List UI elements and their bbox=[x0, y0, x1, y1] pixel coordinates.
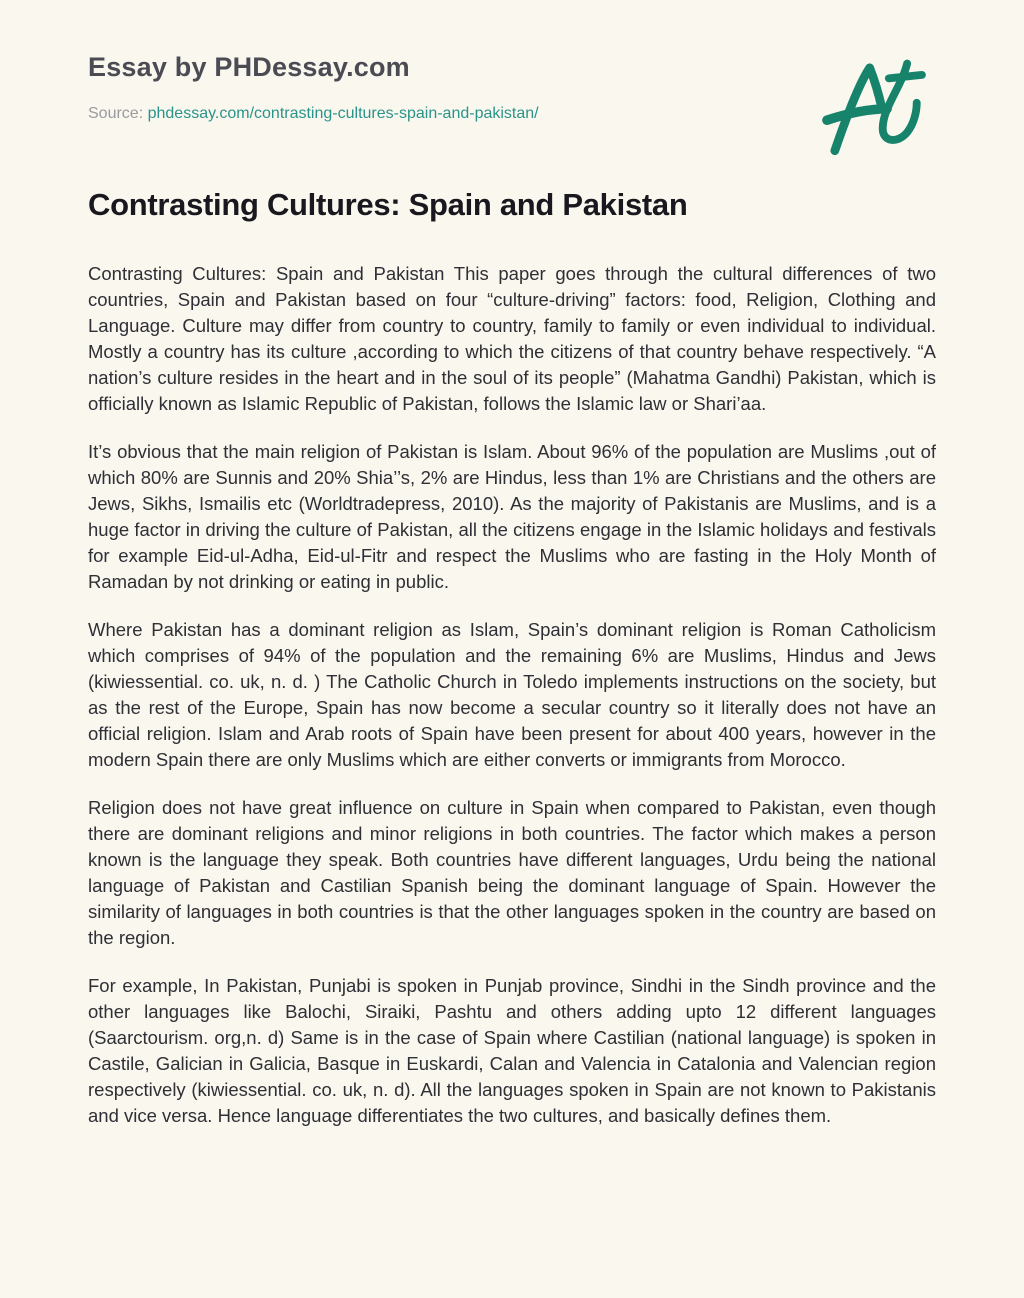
essay-body bbox=[88, 261, 936, 1129]
paragraph-3: Where Pakistan has a dominant religion as Islam, Spain’s dominant religion is Roman Catholicism which comprises of 94% of the population and the remaining 6% are Muslims, Hindus and Jews (kiwiessential. co. uk, n. d. ) The Catholic Church in Toledo implements instructions on the society, but as the rest of the Europe, Spain has now become a secular country so it literally does not have an official religion. Islam and Arab roots of Spain have been present for about 400 years, however in the modern Spain there are only Muslims which are either converts or immigrants from Morocco. bbox=[88, 619, 936, 770]
byline: Essay by PHDessay.com bbox=[88, 52, 410, 82]
source-link[interactable]: phdessay.com/contrasting-cultures-spain-and-pakistan/ bbox=[147, 105, 539, 122]
paragraph-2: It’s obvious that the main religion of Pakistan is Islam. About 96% of the population are Muslims ,out of which 80% are Sunnis and 20% Shia’’s, 2% are Hindus, less than 1% are Christians and the others are Jews, Sikhs, Ismailis etc (Worldtradepress, 2010). As the majority of Pakistanis are Muslims, and is a huge factor in driving the culture of Pakistan, all the citizens engage in the Islamic holidays and festivals for example Eid-ul-Adha, Eid-ul-Fitr and respect the Muslims who are fasting in the Holy Month of Ramadan by not drinking or eating in public. bbox=[88, 441, 936, 592]
source-row bbox=[88, 105, 936, 123]
source-label: Source: bbox=[88, 105, 144, 122]
page-header bbox=[88, 52, 936, 123]
a-plus-logo-icon bbox=[820, 50, 942, 166]
paragraph-5: For example, In Pakistan, Punjabi is spoken in Punjab province, Sindhi in the Sindh province and the other languages like Balochi, Siraiki, Pashtu and others adding upto 12 different languages (Saarctourism. org,n. d) Same is in the case of Spain where Castilian (national language) is spoken in Castile, Galician in Galicia, Basque in Euskardi, Calan and Valencia in Catalonia and Valencian region respectively (kiwiessential. co. uk, n. d). All the languages spoken in Spain are not known to Pakistanis and vice versa. Hence language differentiates the two cultures, and basically defines them. bbox=[88, 975, 936, 1126]
paragraph-1: Contrasting Cultures: Spain and Pakistan This paper goes through the cultural differences of two countries, Spain and Pakistan based on four “culture-driving” factors: food, Religion, Clothing and Language. Culture may differ from country to country, family to family or even individual to individual. Mostly a country has its culture ,according to which the citizens of that country behave respectively. “A nation’s culture resides in the heart and in the soul of its people” (Mahatma Gandhi) Pakistan, which is officially known as Islamic Republic of Pakistan, follows the Islamic law or Shari’aa. bbox=[88, 263, 936, 414]
paragraph-4: Religion does not have great influence on culture in Spain when compared to Pakistan, even though there are dominant religions and minor religions in both countries. The factor which makes a person known is the language they speak. Both countries have different languages, Urdu being the national language of Pakistan and Castilian Spanish being the dominant language of Spain. However the similarity of languages in both countries is that the other languages spoken in the country are based on the region. bbox=[88, 797, 936, 948]
page-title: Contrasting Cultures: Spain and Pakistan bbox=[88, 187, 688, 222]
